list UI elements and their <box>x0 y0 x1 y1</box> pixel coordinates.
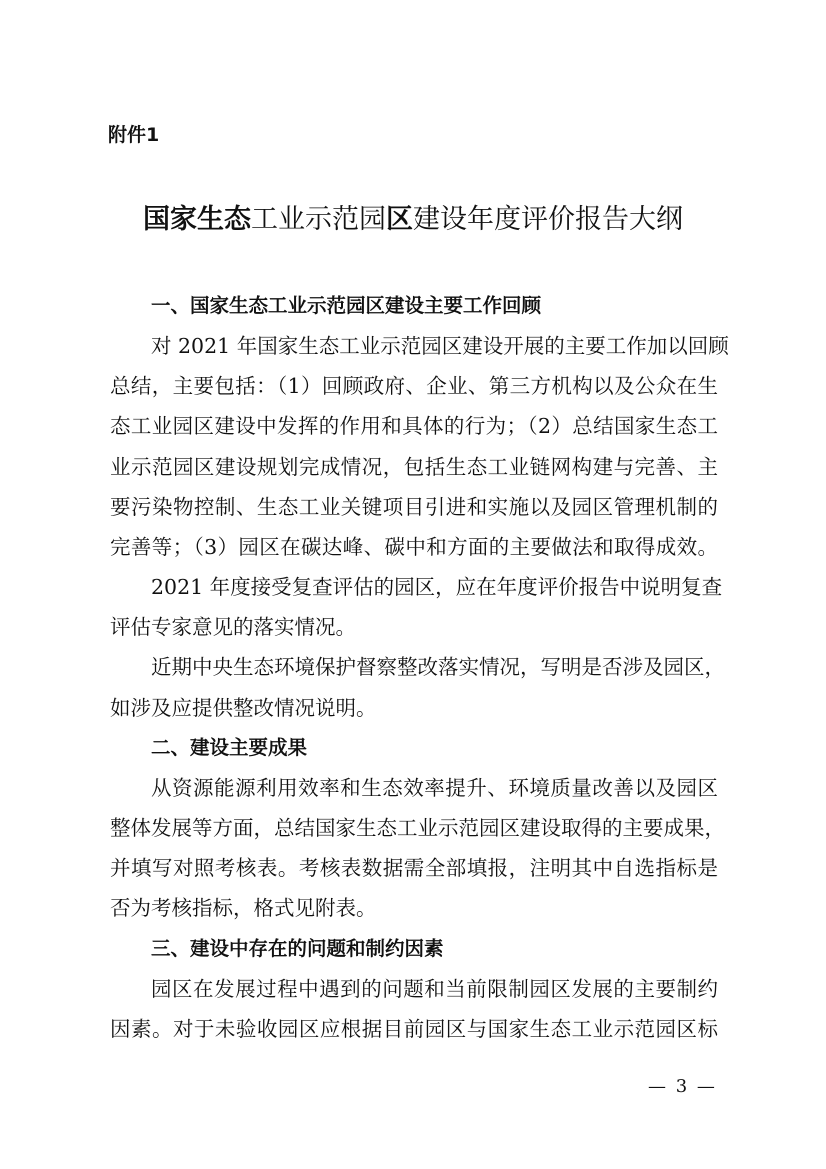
paragraph-line: 因素。对于未验收园区应根据目前园区与国家生态工业示范园区标 <box>110 1016 718 1041</box>
title-part-3: 区 <box>386 204 413 235</box>
section-heading: 一、国家生态工业示范园区建设主要工作回顾 <box>151 294 542 317</box>
paragraph-line: 对 2021 年国家生态工业示范园区建设开展的主要工作加以回顾 <box>151 334 729 359</box>
title-part-4: 建设年度评价报告大纲 <box>413 204 683 235</box>
document-body <box>110 286 729 1049</box>
paragraph-line: 完善等；（3）园区在碳达峰、碳中和方面的主要做法和取得成效。 <box>110 534 718 559</box>
title-part-1: 国家生态 <box>143 204 251 235</box>
paragraph-line: 总结，主要包括：（1）回顾政府、企业、第三方机构以及公众在生 <box>110 374 718 399</box>
paragraph-line: 否为考核指标，格式见附表。 <box>110 896 377 921</box>
section-heading: 三、建设中存在的问题和制约因素 <box>151 936 444 960</box>
title-part-2: 工业示范园 <box>251 204 386 235</box>
paragraph-line: 并填写对照考核表。考核表数据需全部填报，注明其中自选指标是 <box>110 856 718 881</box>
paragraph-line: 评估专家意见的落实情况。 <box>110 615 356 640</box>
paragraph-line: 业示范园区建设规划完成情况，包括生态工业链网构建与完善、主 <box>110 454 718 479</box>
page-number: — 3 — <box>648 1076 717 1097</box>
paragraph-line: 如涉及应提供整改情况说明。 <box>110 695 377 720</box>
section-heading: 二、建设主要成果 <box>151 735 308 759</box>
attachment-label: 附件1 <box>108 124 160 146</box>
paragraph-line: 从资源能源利用效率和生态效率提升、环境质量改善以及园区 <box>151 775 718 800</box>
paragraph-line: 态工业园区建设中发挥的作用和具体的行为；（2）总结国家生态工 <box>110 414 718 439</box>
document-title <box>0 197 826 236</box>
paragraph-line: 园区在发展过程中遇到的问题和当前限制园区发展的主要制约 <box>151 976 718 1001</box>
paragraph-line: 整体发展等方面，总结国家生态工业示范园区建设取得的主要成果， <box>110 816 725 841</box>
paragraph-line: 近期中央生态环境保护督察整改落实情况，写明是否涉及园区， <box>151 655 725 680</box>
paragraph-line: 2021 年度接受复查评估的园区，应在年度评价报告中说明复查 <box>151 575 723 600</box>
paragraph-line: 要污染物控制、生态工业关键项目引进和实施以及园区管理机制的 <box>110 494 718 519</box>
